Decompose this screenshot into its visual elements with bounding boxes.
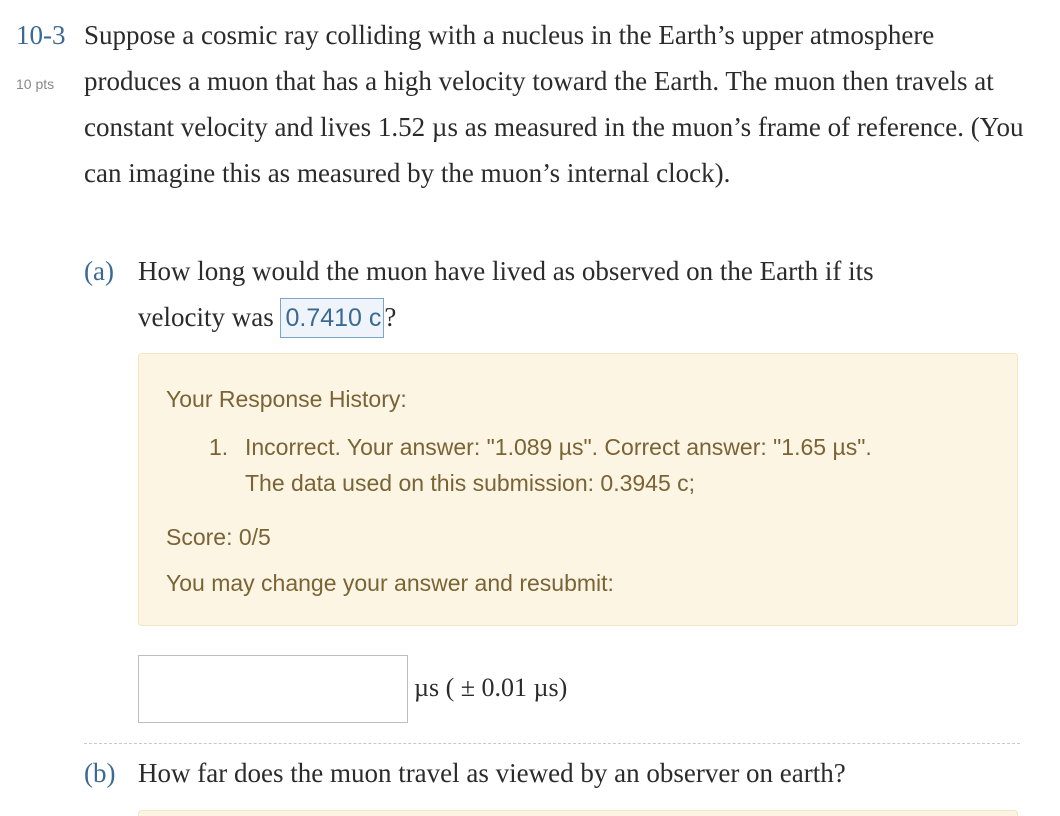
problem-number: 10-3 bbox=[16, 20, 66, 50]
resubmit-text: You may change your answer and resubmit: bbox=[166, 570, 614, 596]
history-item-answer: Incorrect. Your answer: "1.089 µs". Correct answer: "1.65 µs". bbox=[245, 434, 872, 460]
response-history-title: Your Response History: bbox=[166, 386, 407, 412]
part-a-label: (a) bbox=[84, 256, 114, 286]
history-item-data: The data used on this submission: 0.3945 c; bbox=[245, 470, 696, 496]
part-divider bbox=[84, 743, 1020, 744]
part-b-panel bbox=[138, 810, 1018, 816]
answer-input[interactable] bbox=[138, 655, 408, 723]
part-a-question-line1: How long would the muon have lived as observed on the Earth if its bbox=[138, 256, 874, 286]
part-a-question-prefix: velocity was bbox=[138, 302, 274, 332]
history-item-number: 1. bbox=[209, 434, 229, 460]
answer-unit: µs ( ± 0.01 µs) bbox=[414, 673, 568, 702]
part-a-question-line2 bbox=[138, 294, 396, 340]
response-history-panel bbox=[138, 353, 1018, 626]
score-text: Score: 0/5 bbox=[166, 524, 271, 550]
problem-statement: Suppose a cosmic ray colliding with a nucleus in the Earth’s upper atmosphere produces a muon that has a high velocity toward the Earth. The muon then travels at constant velocity and lives 1.52 µs as measured in the muon’s frame of reference. (You can imagine this as measured by the muon’s internal clock). bbox=[84, 20, 1024, 188]
part-a-question-suffix: ? bbox=[384, 302, 397, 332]
part-b-question: How far does the muon travel as viewed by an observer on earth? bbox=[138, 758, 846, 788]
problem-points: 10 pts bbox=[16, 76, 55, 92]
velocity-parameter: 0.7410 c bbox=[280, 298, 384, 338]
part-b-label: (b) bbox=[84, 758, 116, 788]
